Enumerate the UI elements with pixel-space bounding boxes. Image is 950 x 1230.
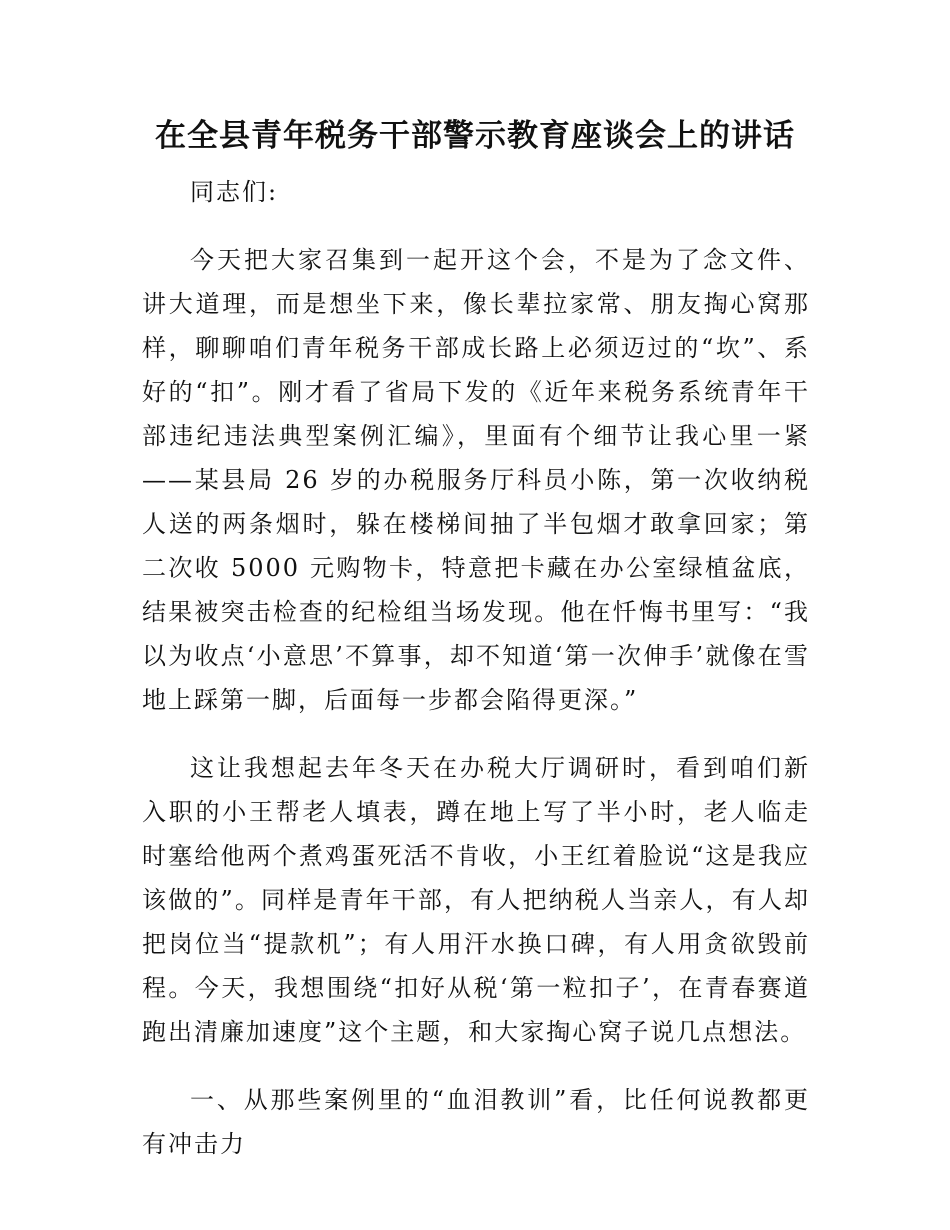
paragraph-theme: 这让我想起去年冬天在办税大厅调研时，看到咱们新入职的小王帮老人填表，蹲在地上写了半小时，老人临走时塞给他两个煮鸡蛋死活不肯收，小王红着脸说“这是我应该做的”。同样是青年干部，有人把纳税人当亲人，有人却把岗位当“提款机”；有人用汗水换口碑，有人用贪欲毁前程。今天，我想围绕“扣好从税‘第一粒扣子’，在青春赛道跑出清廉加速度”这个主题，和大家掏心窝子说几点想法。 [142, 754, 810, 1046]
section-heading-1: 一、从那些案例里的“血泪教训”看，比任何说教都更有冲击力 [142, 1086, 810, 1158]
document-title: 在全县青年税务干部警示教育座谈会上的讲话 [155, 118, 795, 154]
paragraph-intro: 今天把大家召集到一起开这个会，不是为了念文件、讲大道理，而是想坐下来，像长辈拉家常、朋友掏心窝那样，聊聊咱们青年税务干部成长路上必须迈过的“坎”、系好的“扣”。刚才看了省局下发的《近年来税务系统青年干部违纪违法典型案例汇编》，里面有个细节让我心里一紧——某县局 26 岁的办税服务厅科员小陈，第一次收纳税人送的两条烟时，躲在楼梯间抽了半包烟才敢拿回家；第二次收 5000 元购物卡，特意把卡藏在办公室绿植盆底，结果被突击检查的纪检组当场发现。他在忏悔书里写：“我以为收点‘小意思’不算事，却不知道‘第一次伸手’就像在雪地上踩第一脚，后面每一步都会陷得更深。” [142, 246, 810, 714]
document-body [142, 170, 810, 1190]
salutation: 同志们: [190, 178, 279, 206]
